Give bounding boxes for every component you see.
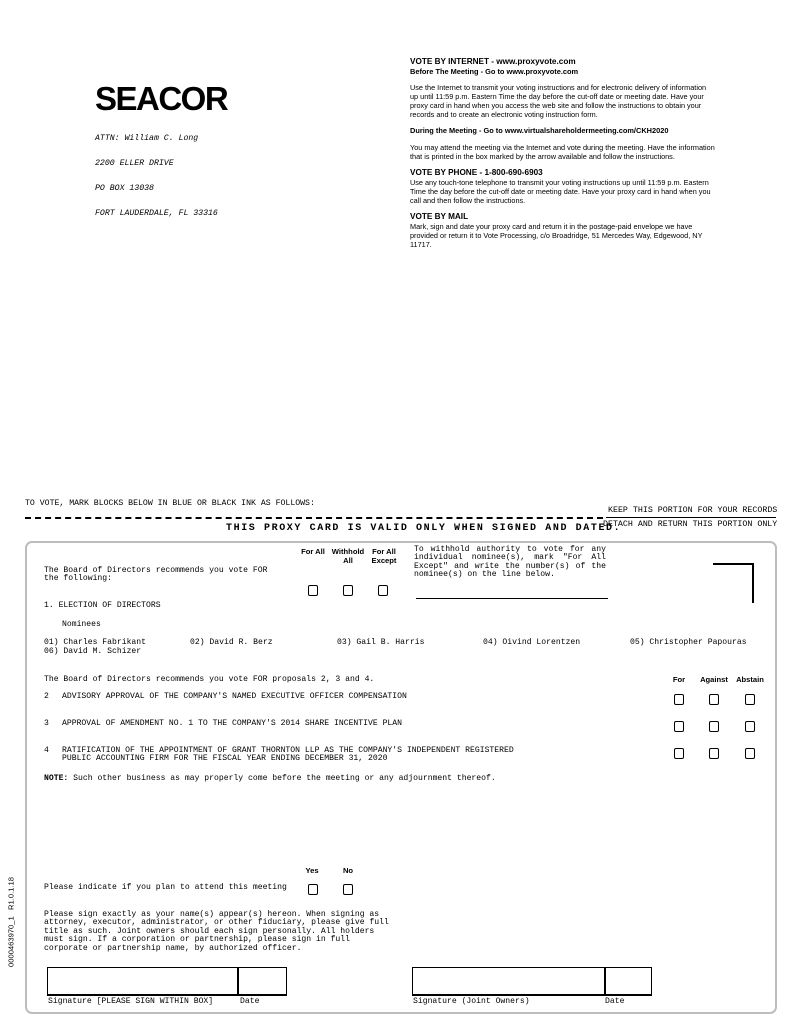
- signature-box[interactable]: [47, 967, 239, 996]
- signature-label: Signature [PLEASE SIGN WITHIN BOX]: [48, 997, 214, 1006]
- keep-portion-label: KEEP THIS PORTION FOR YOUR RECORDS: [608, 506, 778, 515]
- side-code-text: 0000463970_1 R1.0.1.18: [6, 877, 16, 967]
- for-all-except-checkbox[interactable]: [378, 585, 388, 596]
- proposal-4-against-checkbox[interactable]: [709, 748, 719, 759]
- col-yes: Yes: [305, 866, 319, 875]
- col-no: No: [342, 866, 354, 875]
- proposal-number: 4: [44, 746, 49, 755]
- joint-date-label: Date: [605, 997, 625, 1006]
- election-item: 1. ELECTION OF DIRECTORS: [44, 601, 161, 610]
- note-label: NOTE:: [44, 774, 69, 783]
- nominee: 01) Charles Fabrikant: [44, 638, 146, 647]
- proposal-3-abstain-checkbox[interactable]: [745, 721, 755, 732]
- for-all-checkbox[interactable]: [308, 585, 318, 596]
- col-withhold-all: Withhold All: [331, 547, 365, 565]
- voting-instructions: [410, 57, 715, 249]
- date-box[interactable]: [237, 967, 287, 996]
- nominee: 05) Christopher Papouras: [630, 638, 747, 647]
- note-text: Such other business as may properly come before the meeting or any adjournment thereof.: [73, 774, 496, 783]
- detach-portion-label: DETACH AND RETURN THIS PORTION ONLY: [603, 520, 778, 529]
- date-label: Date: [240, 997, 260, 1006]
- proposal-3-against-checkbox[interactable]: [709, 721, 719, 732]
- nominee: 06) David M. Schizer: [44, 647, 142, 656]
- proposal-number: 2: [44, 692, 49, 701]
- return-address: [95, 118, 218, 227]
- address-line: 2200 ELLER DRIVE: [95, 159, 174, 169]
- col-for-all-except: For All Except: [371, 547, 397, 565]
- proposal-4-for-checkbox[interactable]: [674, 748, 684, 759]
- proposal-2-for-checkbox[interactable]: [674, 694, 684, 705]
- nominees-label: Nominees: [62, 620, 101, 629]
- mail-text: Mark, sign and date your proxy card and return it in the postage-paid envelope we have provided or return it to Vote Processing, c/o Broadridge, 51 Mercedes Way, Edgewood, NY 11717.: [410, 222, 703, 250]
- proposal-2-abstain-checkbox[interactable]: [745, 694, 755, 705]
- joint-signature-label: Signature (Joint Owners): [413, 997, 530, 1006]
- proposal-text: APPROVAL OF AMENDMENT NO. 1 TO THE COMPANY'S 2014 SHARE INCENTIVE PLAN: [62, 719, 402, 728]
- address-line: FORT LAUDERDALE, FL 33316: [95, 209, 218, 219]
- meeting-subheading: During the Meeting - Go to www.virtualshareholdermeeting.com/CKH2020: [410, 126, 669, 136]
- meeting-text: You may attend the meeting via the Internet and vote during the meeting. Have the information that is printed in the box marked by the arrow available and follow the instructions.: [410, 142, 715, 161]
- proposal-2-against-checkbox[interactable]: [709, 694, 719, 705]
- detach-line: [25, 517, 603, 519]
- proposal-4-abstain-checkbox[interactable]: [745, 748, 755, 759]
- withhold-instructions: To withhold authority to vote for any individual nominee(s), mark "For All Except" and write the number(s) of the nominee(s) on the line below.: [414, 545, 606, 580]
- attend-yes-checkbox[interactable]: [308, 884, 318, 895]
- sign-instructions: Please sign exactly as your name(s) appear(s) hereon. When signing as attorney, executor, administrator, or other fiduciary, please give full title as such. Joint owners should each sign personally. All holders must sign. If a corporation or partnership, please sign in full corporate or partnership name, by authorized officer.: [44, 910, 389, 953]
- nominee: 04) Oivind Lorentzen: [483, 638, 581, 647]
- col-against: Against: [700, 675, 728, 684]
- valid-notice: THIS PROXY CARD IS VALID ONLY WHEN SIGNED AND DATED.: [226, 523, 622, 534]
- col-abstain: Abstain: [736, 675, 764, 684]
- proposal-3-for-checkbox[interactable]: [674, 721, 684, 732]
- board-recommendation-proposals: The Board of Directors recommends you vote FOR proposals 2, 3 and 4.: [44, 675, 375, 684]
- board-recommendation: The Board of Directors recommends you vote FOR the following:: [44, 566, 268, 584]
- proposal-number: 3: [44, 719, 49, 728]
- nominee: 02) David R. Berz: [190, 638, 273, 647]
- phone-text: Use any touch-tone telephone to transmit your voting instructions up until 11:59 p.m. Eastern Time the day before the cut-off date or meeting date. Have your proxy card in hand when you call and then follow the instructions.: [410, 177, 711, 205]
- nominee: 03) Gail B. Harris: [337, 638, 425, 647]
- col-for: For: [672, 675, 686, 684]
- proposal-text: ADVISORY APPROVAL OF THE COMPANY'S NAMED EXECUTIVE OFFICER COMPENSATION: [62, 692, 407, 701]
- address-line: ATTN: William C. Long: [95, 133, 199, 143]
- arrow-corner-mark: [713, 563, 754, 603]
- ink-instruction: TO VOTE, MARK BLOCKS BELOW IN BLUE OR BLACK INK AS FOLLOWS:: [25, 499, 315, 508]
- keep-underline: [606, 517, 776, 518]
- attend-question: Please indicate if you plan to attend this meeting: [44, 883, 287, 892]
- except-nominee-line[interactable]: [416, 598, 608, 599]
- side-code: [0, 865, 22, 980]
- attend-no-checkbox[interactable]: [343, 884, 353, 895]
- phone-heading: VOTE BY PHONE - 1-800-690-6903: [410, 167, 543, 177]
- internet-heading: VOTE BY INTERNET - www.proxyvote.com: [410, 57, 576, 66]
- proposal-text: RATIFICATION OF THE APPOINTMENT OF GRANT THORNTON LLP AS THE COMPANY'S INDEPENDENT REGISTERED PUBLIC ACCOUNTING FIRM FOR THE FISCAL YEAR ENDING DECEMBER 31, 2020: [62, 746, 514, 764]
- withhold-all-checkbox[interactable]: [343, 585, 353, 596]
- note: [44, 775, 496, 783]
- internet-subheading: Before The Meeting - Go to www.proxyvote.com: [410, 67, 579, 76]
- mail-heading: VOTE BY MAIL: [410, 212, 469, 222]
- col-for-all: For All: [301, 547, 325, 556]
- internet-text: Use the Internet to transmit your voting instructions and for electronic delivery of information up until 11:59 p.m. Eastern Time the day before the cut-off date or meeting date. Have your proxy card in hand when you access the web site and follow the instructions to obtain your records and to create an electronic voting instruction form.: [410, 83, 707, 120]
- joint-signature-box[interactable]: [412, 967, 606, 996]
- seacor-logo: SEACOR: [95, 80, 228, 117]
- joint-date-box[interactable]: [604, 967, 652, 996]
- address-line: PO BOX 13038: [95, 184, 154, 194]
